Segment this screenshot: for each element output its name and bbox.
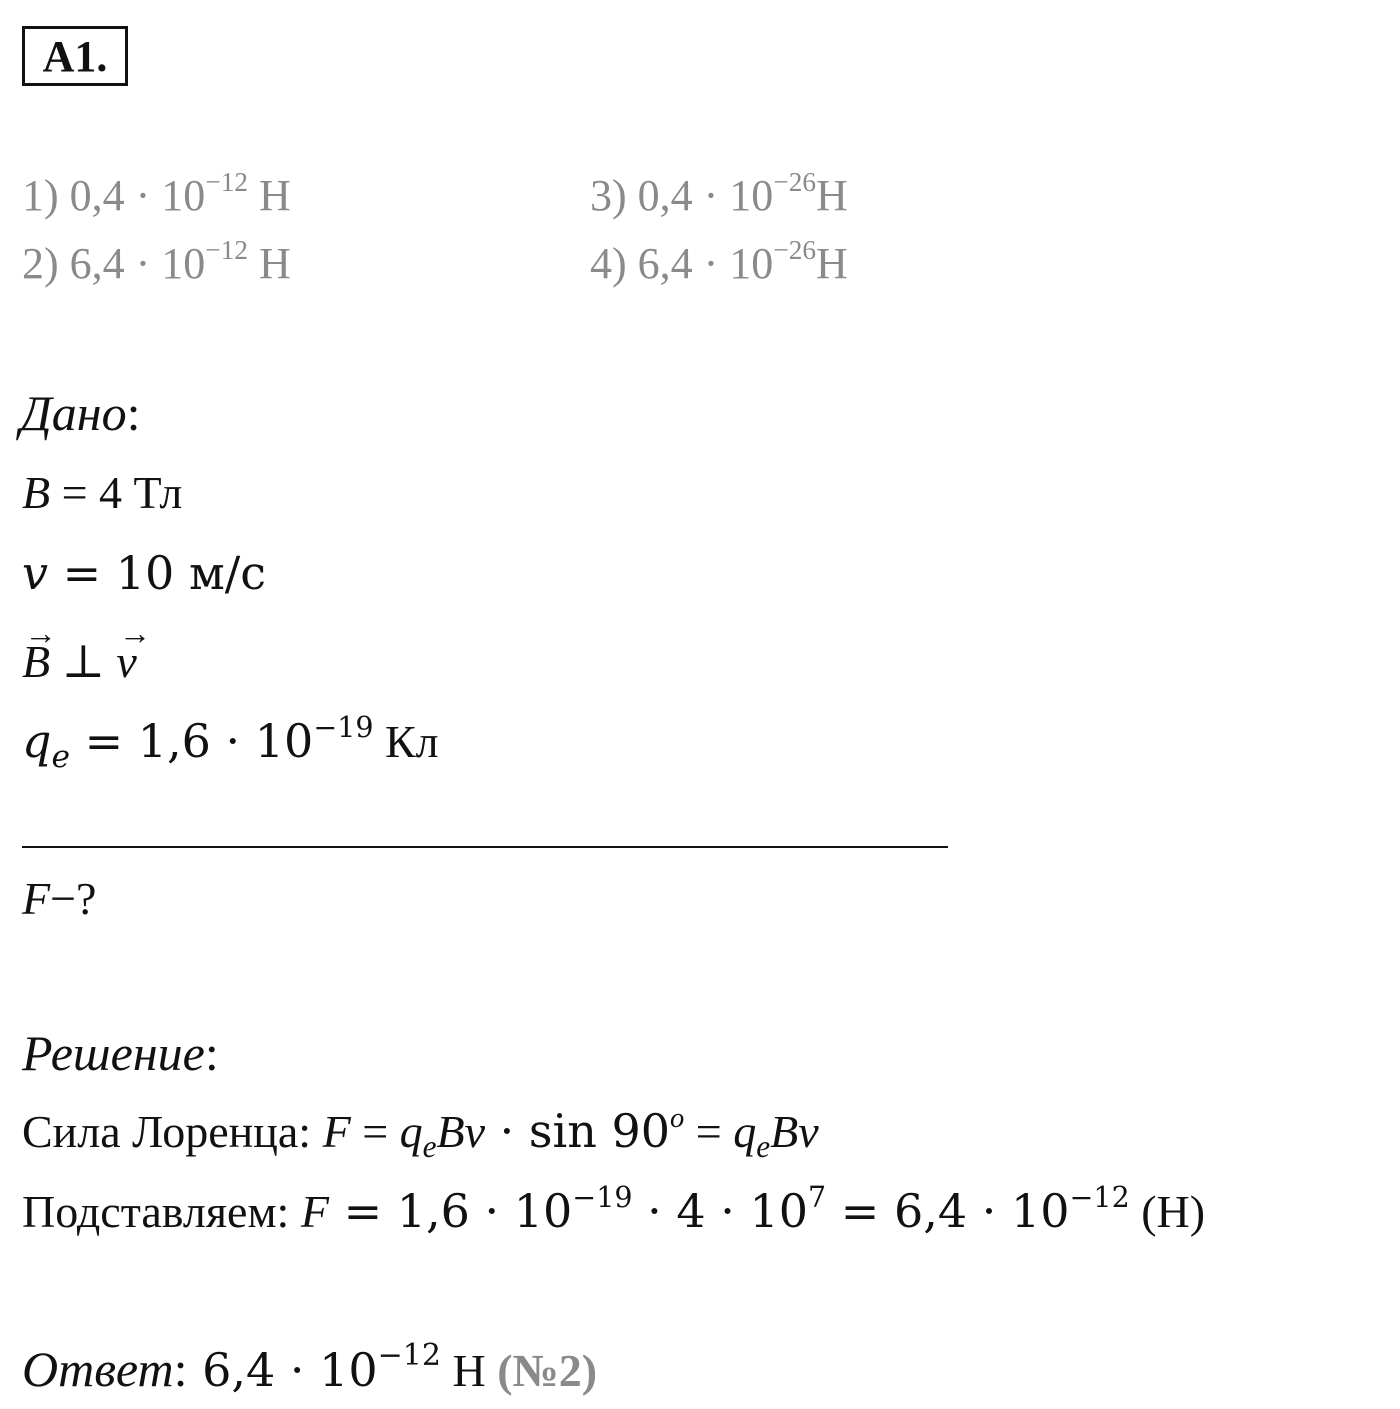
option-1: 1) $0,4 \cdot 10^{-12}$ Н	[22, 167, 291, 220]
given-divider	[22, 846, 948, 848]
option-2: 2) $6,4 \cdot 10^{-12}$ Н	[22, 235, 291, 288]
find-line: F−?	[22, 873, 97, 924]
given-charge: $q_e = 1,6 \cdot 10^{-19}$ Кл	[22, 711, 439, 776]
answer-line: Ответ: $6,4 \cdot 10^{-12}$ Н (№2)	[22, 1337, 598, 1397]
task-number-badge: A1.	[22, 26, 128, 86]
given-v: v = 10 м/с	[22, 546, 266, 600]
given-perpendicular: → B ⊥ → v	[22, 634, 137, 688]
solution-substitution-line: Подставляем: $F = 1,6 \cdot 10^{-19} \cdot 4 \cdot 10^7 = 6,4 \cdot 10^{-12}$ (Н)	[22, 1181, 1206, 1238]
solution-heading: Решение:	[22, 1025, 219, 1081]
given-heading: Дано:	[20, 385, 141, 441]
option-3: 3) $0,4 \cdot 10^{-26}Н$	[590, 167, 848, 220]
answer-choice: (№2)	[497, 1345, 598, 1396]
option-4: 4) $6,4 \cdot 10^{-26}Н$	[590, 235, 848, 288]
solution-lorentz-line: Сила Лоренца: $F = q_eBv \cdot \sin 90^o = q_eBv$	[22, 1103, 819, 1165]
given-b: B = 4 Тл	[22, 467, 183, 518]
